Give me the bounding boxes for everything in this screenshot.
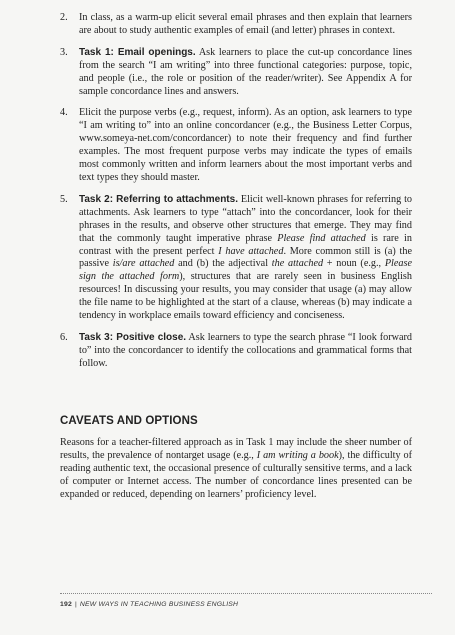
example-phrase: the attached — [271, 258, 324, 270]
step-text: + noun (e.g., — [323, 258, 385, 270]
step-text: In class, as a warm-up elicit several email phrases and then explain that learners are about to study authentic examples of email (and letter) phrases in context. — [79, 12, 412, 36]
step-text: ), structures that are rarely seen in business English resources! In discussing your results, you may consider that usage (a) may allow the file name to be highlighted at the start of a clause, whereas (b) may indicate a tendency in workplace emails toward efficiency and conciseness. — [79, 271, 412, 322]
task-3-label: Task 3: Positive close. — [79, 331, 187, 343]
running-title: NEW WAYS IN TEACHING BUSINESS ENGLISH — [79, 601, 239, 608]
step-5 — [60, 194, 412, 323]
step-text: Ask learners to place the cut-up concordance lines from the search “I am writing” into three functional categories: purpose, topic, and people (i.e., the role or position of the reader/writer). See Appendix A for sample concordance lines and answers. — [79, 46, 412, 97]
example-phrase: I have attached — [218, 245, 284, 257]
caveats-text: ), the difficulty of reading authentic text, the occasional presence of culturally sensitive terms, and a lack of computer or Internet access. The number of concordance lines presented can be expanded or reduced, depending on learners’ proficiency level. — [60, 450, 412, 501]
step-text: Elicit well-known phrases for referring to attachments. Ask learners to type “attach” into the concordancer, look for their phrases in the results, and observe other structures that emerge. They may find that the commonly taught imperative phrase — [79, 193, 413, 244]
example-phrase: is/are attached — [112, 258, 175, 270]
step-number: 4. — [60, 107, 68, 119]
step-6 — [60, 332, 412, 371]
page-number: 192 — [60, 601, 72, 608]
example-phrase: Please find attached — [277, 232, 366, 244]
footer-separator: | — [74, 601, 77, 608]
step-text: and (b) the adjectival — [174, 258, 272, 270]
footer-divider — [60, 593, 432, 594]
step-3 — [60, 47, 412, 99]
task-2-label: Task 2: Referring to attachments. — [79, 193, 238, 205]
caveats-heading: CAVEATS AND OPTIONS — [60, 415, 198, 427]
caveats-paragraph — [60, 436, 412, 501]
step-text: Elicit the purpose verbs (e.g., request, inform). As an option, ask learners to type “I am writing to” into an online concordancer (e.g., the Business Letter Corpus, www.someya-net.com/concordancer) to note their frequency and find further examples. The most frequent purpose verbs may indicate the types of emails most commonly written and inform learners about the most important verbs and text types they should master. — [79, 107, 412, 183]
step-text: Ask learners to type the search phrase “I look forward to” into the concordancer to identify the collocations and grammatical forms that follow. — [79, 331, 412, 369]
step-2 — [60, 12, 412, 38]
page-footer — [60, 601, 238, 608]
task-1-label: Task 1: Email openings. — [79, 46, 196, 58]
step-4 — [60, 107, 412, 184]
example-phrase: Please sign the attached form — [79, 258, 412, 283]
procedure-steps — [60, 12, 412, 380]
step-text: is rare in contrast with the present perfect — [79, 232, 412, 257]
step-number: 6. — [60, 331, 68, 343]
step-number: 3. — [60, 46, 68, 58]
caveats-text: Reasons for a teacher-filtered approach as in Task 1 may include the sheer number of results, the prevalence of nontarget usage (e.g., — [60, 437, 412, 462]
step-number: 2. — [60, 12, 68, 23]
step-number: 5. — [60, 193, 68, 205]
step-text: . More common still is (a) the passive — [79, 245, 413, 270]
example-phrase: I am writing a book — [256, 450, 339, 462]
